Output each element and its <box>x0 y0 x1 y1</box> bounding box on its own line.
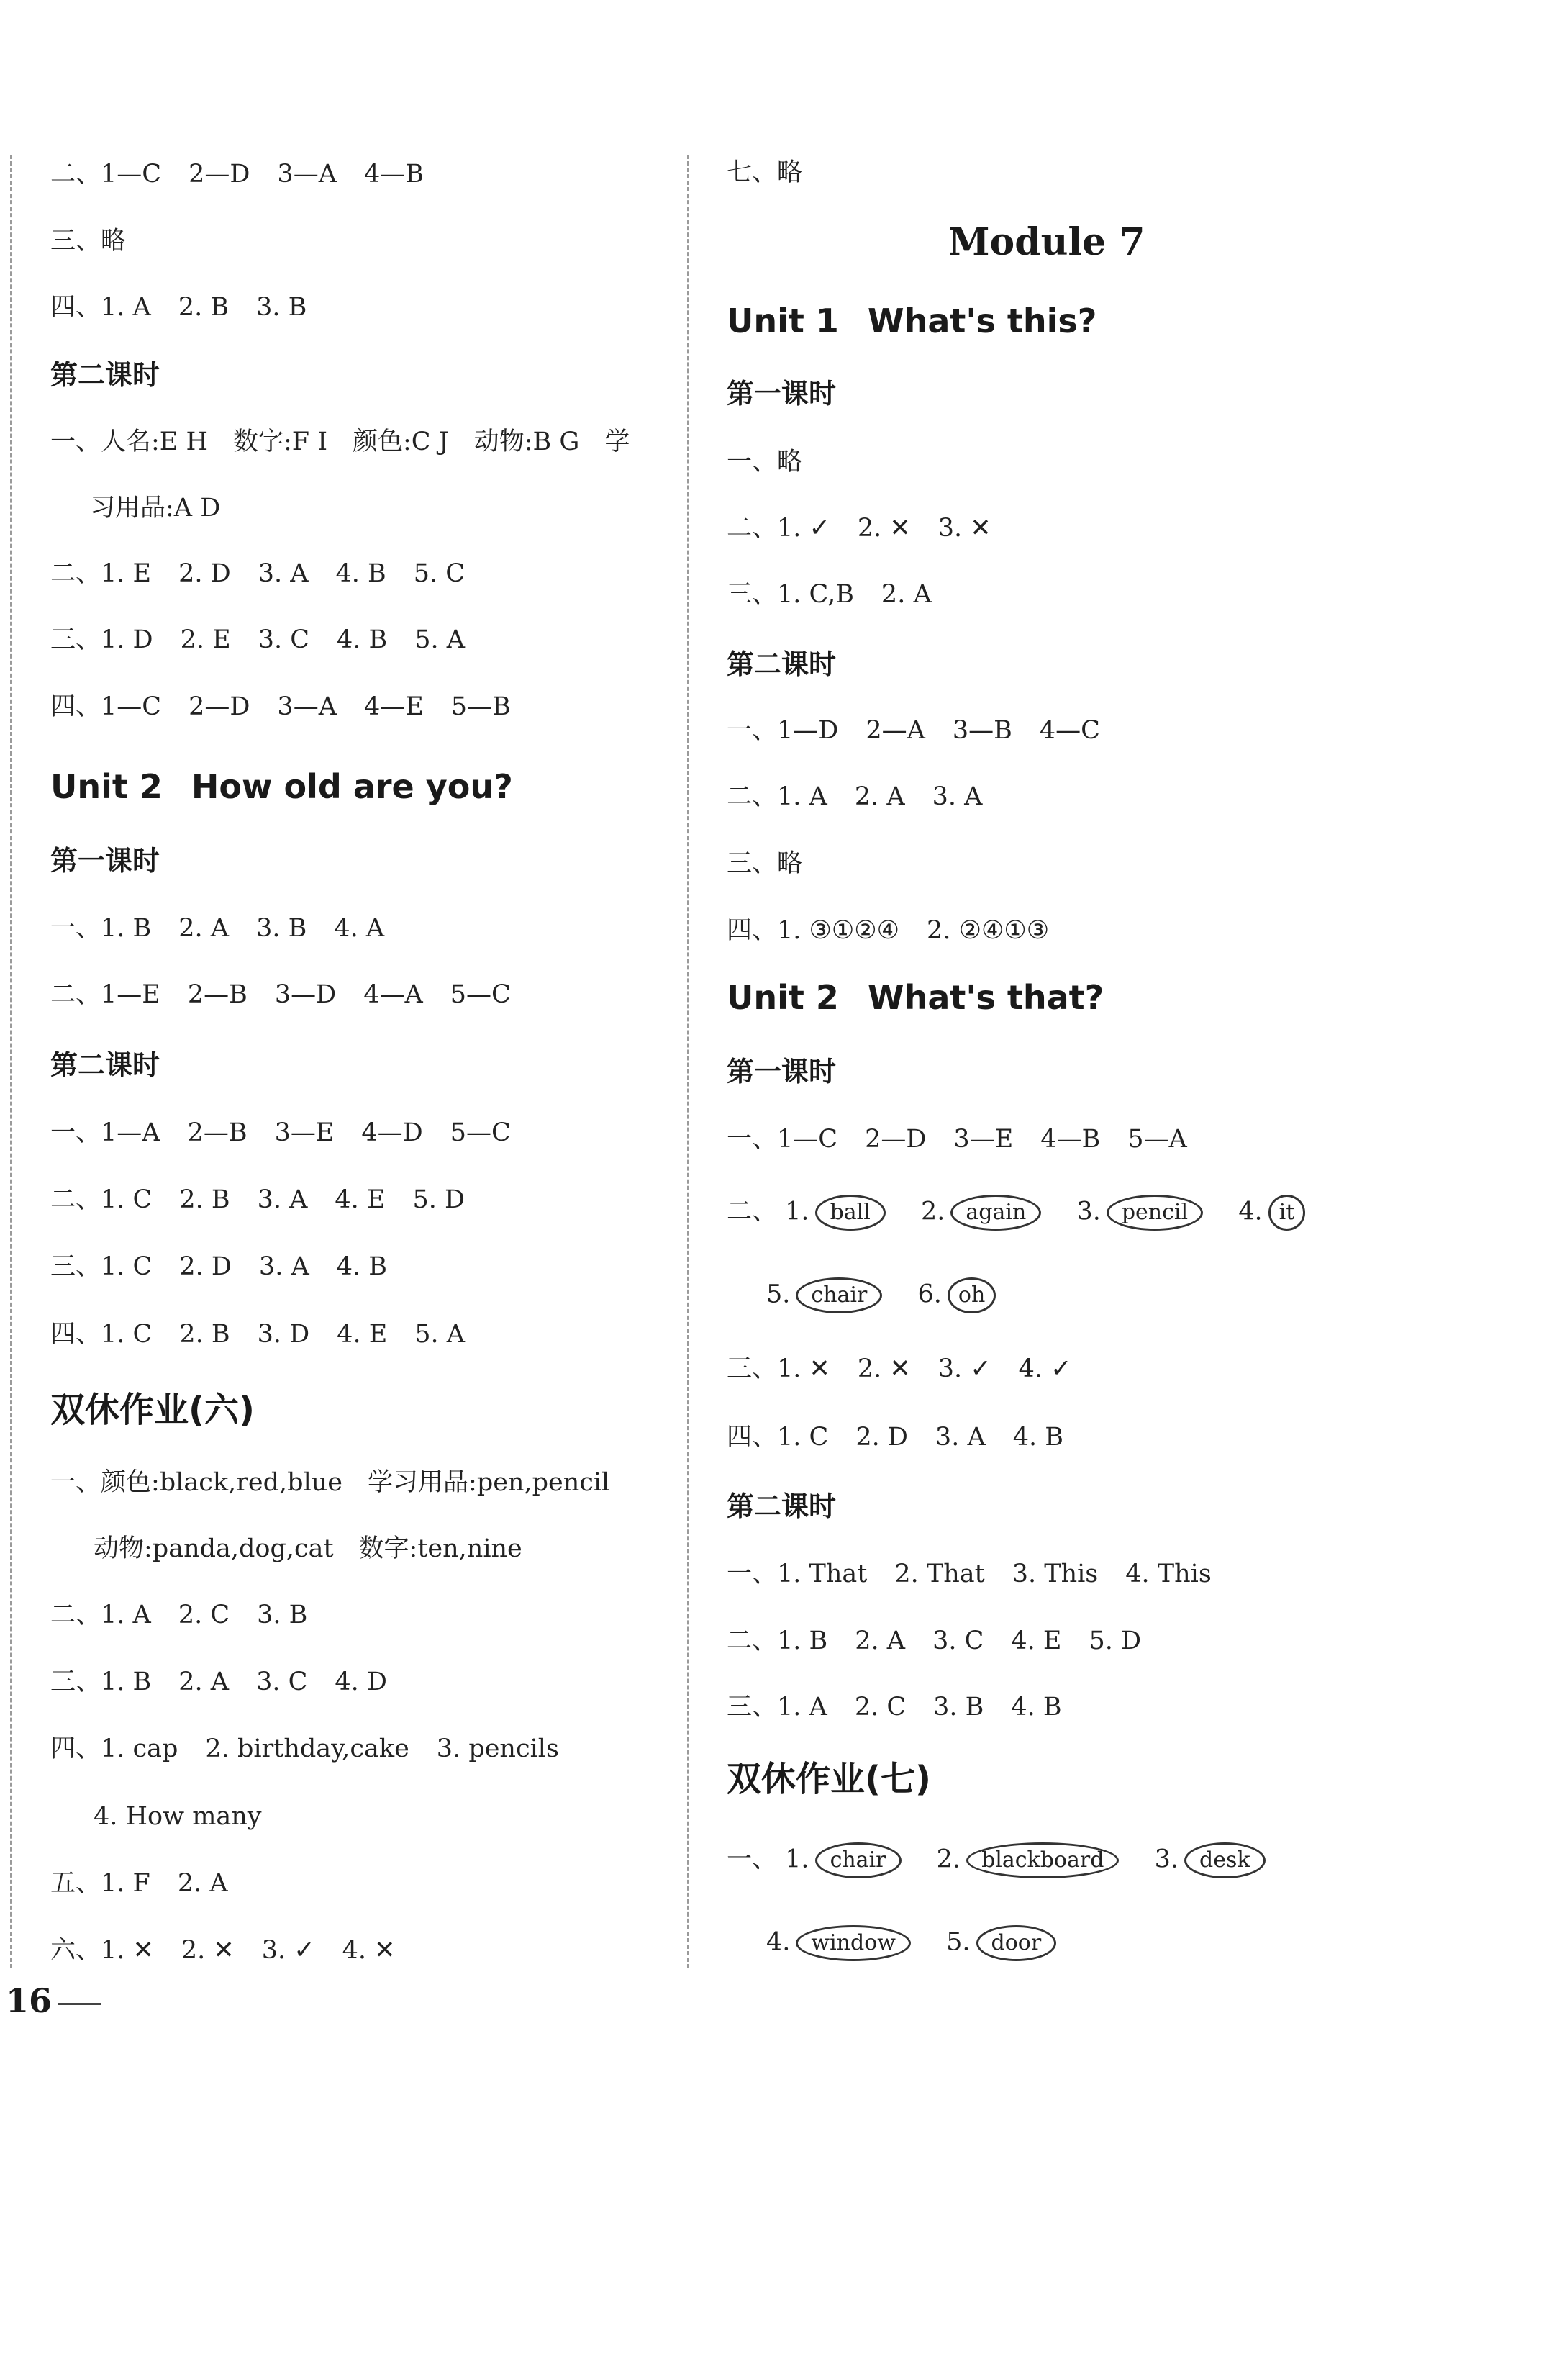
answer-line: 二、1. E 2. D 3. A 4. B 5. C <box>50 559 466 588</box>
lesson-heading: 第一课时 <box>727 1056 837 1087</box>
answer-line: 四、1. cap 2. birthday,cake 3. pencils <box>50 1734 559 1763</box>
answer-line: 七、略 <box>727 158 803 187</box>
answer-line: 一、人名:E H 数字:F I 颜色:C J 动物:B G 学 <box>50 427 630 456</box>
circled-word: desk <box>1184 1842 1266 1878</box>
answer-line: 六、1. ✕ 2. ✕ 3. ✓ 4. ✕ <box>50 1936 396 1965</box>
answer-line: 二、1—E 2—B 3—D 4—A 5—C <box>50 980 511 1009</box>
weekend-homework-heading: 双休作业(七) <box>727 1759 931 1799</box>
answer-line: 四、1. ③①②④ 2. ②④①③ <box>727 916 1050 945</box>
answer-line: 五、1. F 2. A <box>50 1869 228 1898</box>
answer-line: 三、1. D 2. E 3. C 4. B 5. A <box>50 625 466 654</box>
answer-line: 三、1. B 2. A 3. C 4. D <box>50 1668 387 1696</box>
answer-line: 三、1. C 2. D 3. A 4. B <box>50 1252 387 1281</box>
answer-line: 4. How many <box>94 1802 262 1831</box>
answer-line: 二、1. A 2. C 3. B <box>50 1601 308 1629</box>
answer-line: 二、1—C 2—D 3—A 4—B <box>50 160 424 189</box>
answer-line: 一、颜色:black,red,blue 学习用品:pen,pencil <box>50 1468 610 1497</box>
answer-line: 一、1—C 2—D 3—E 4—B 5—A <box>727 1125 1187 1154</box>
circled-word: chair <box>796 1277 882 1313</box>
circled-word: pencil <box>1107 1195 1203 1231</box>
left-margin-divider <box>10 155 12 1968</box>
answer-line: 四、1. C 2. D 3. A 4. B <box>727 1423 1063 1452</box>
answer-line: 四、1. C 2. B 3. D 4. E 5. A <box>50 1320 466 1349</box>
answer-line: 二、 1. ball 2. again 3. pencil 4. it <box>727 1195 1332 1231</box>
answer-line: 三、1. A 2. C 3. B 4. B <box>727 1693 1062 1721</box>
answer-line: 动物:panda,dog,cat 数字:ten,nine <box>94 1534 522 1563</box>
module-title: Module 7 <box>948 220 1145 264</box>
lesson-heading: 第一课时 <box>50 845 160 877</box>
circled-word: blackboard <box>966 1842 1119 1878</box>
circled-word: it <box>1268 1195 1306 1231</box>
answer-line: 5. chair 6. oh <box>766 1277 1023 1313</box>
answer-line: 四、1. A 2. B 3. B <box>50 293 307 322</box>
unit-heading: Unit 1 What's this? <box>727 302 1097 340</box>
circled-word: door <box>976 1925 1057 1961</box>
answer-line: 二、1. ✓ 2. ✕ 3. ✕ <box>727 514 991 543</box>
answer-line: 三、1. C,B 2. A <box>727 580 932 609</box>
column-divider <box>687 155 689 1968</box>
page-number: 16 <box>6 1981 53 2020</box>
circled-word: chair <box>815 1842 902 1878</box>
lesson-heading: 第二课时 <box>727 1490 837 1522</box>
answer-line: 三、1. ✕ 2. ✕ 3. ✓ 4. ✓ <box>727 1354 1072 1383</box>
answer-line: 一、1—D 2—A 3—B 4—C <box>727 716 1100 745</box>
answer-line: 二、1. A 2. A 3. A <box>727 782 983 811</box>
circled-word: window <box>796 1925 911 1961</box>
circled-word: oh <box>948 1277 996 1313</box>
answer-line: 一、1—A 2—B 3—E 4—D 5—C <box>50 1118 511 1147</box>
answer-line: 一、1. B 2. A 3. B 4. A <box>50 914 385 943</box>
unit-heading: Unit 2 How old are you? <box>50 767 513 806</box>
answer-line: 四、1—C 2—D 3—A 4—E 5—B <box>50 692 511 721</box>
answer-line: 一、1. That 2. That 3. This 4. This <box>727 1560 1212 1588</box>
lesson-heading: 第二课时 <box>50 359 160 391</box>
lesson-heading: 第一课时 <box>727 378 837 410</box>
answer-line: 三、略 <box>50 227 127 255</box>
answer-line: 一、 1. chair 2. blackboard 3. desk <box>727 1842 1293 1878</box>
weekend-homework-heading: 双休作业(六) <box>50 1390 255 1430</box>
page-number-dash <box>58 2003 101 2005</box>
lesson-heading: 第二课时 <box>50 1049 160 1081</box>
unit-heading: Unit 2 What's that? <box>727 978 1104 1017</box>
answer-line: 习用品:A D <box>90 494 221 522</box>
lesson-heading: 第二课时 <box>727 648 837 680</box>
answer-line: 二、1. C 2. B 3. A 4. E 5. D <box>50 1185 466 1214</box>
circled-word: again <box>950 1195 1041 1231</box>
answer-line: 二、1. B 2. A 3. C 4. E 5. D <box>727 1626 1142 1655</box>
circled-word: ball <box>815 1195 886 1231</box>
answer-line: 4. window 5. door <box>766 1925 1084 1961</box>
answer-line: 三、略 <box>727 849 803 878</box>
answer-line: 一、略 <box>727 448 803 476</box>
